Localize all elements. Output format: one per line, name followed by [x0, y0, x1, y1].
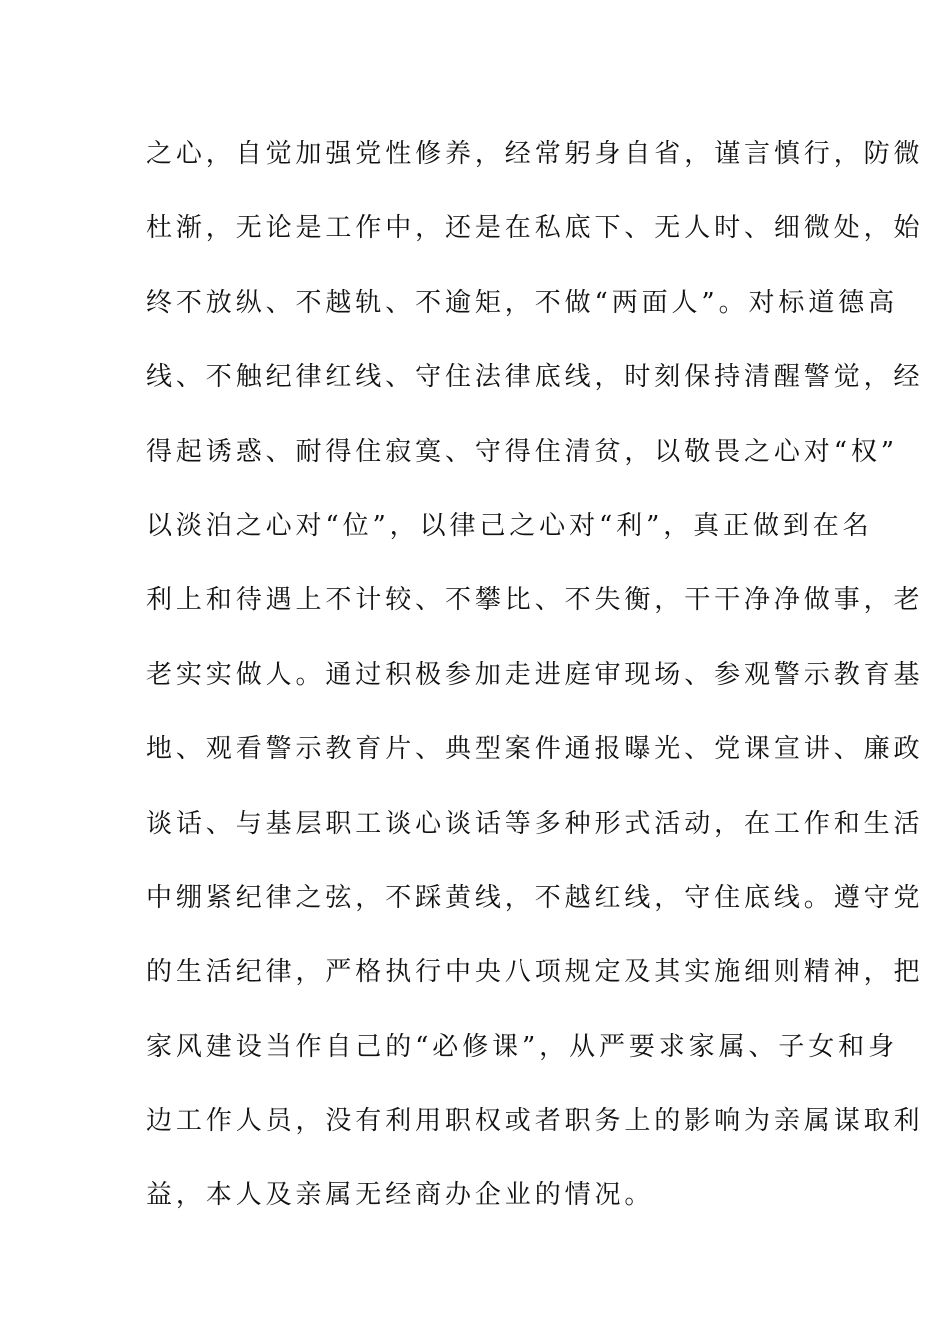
text-line-4: 线、不触纪律红线、守住法律底线，时刻保持清醒警觉，经	[146, 362, 924, 393]
text-line-14: 边工作人员，没有利用职权或者职务上的影响为亲属谋取利	[146, 1106, 924, 1137]
text-line-11: 中绷紧纪律之弦，不踩黄线，不越红线，守住底线。遵守党	[146, 882, 924, 913]
text-line-2: 杜渐，无论是工作中，还是在私底下、无人时、细微处，始	[146, 213, 924, 244]
text-line-8: 老实实做人。通过积极参加走进庭审现场、参观警示教育基	[146, 659, 924, 690]
text-line-10: 谈话、与基层职工谈心谈话等多种形式活动，在工作和生活	[146, 808, 924, 839]
text-line-12: 的生活纪律，严格执行中央八项规定及其实施细则精神，把	[146, 957, 924, 988]
text-line-15: 益，本人及亲属无经商办企业的情况。	[146, 1180, 655, 1211]
text-line-9: 地、观看警示教育片、典型案件通报曝光、党课宣讲、廉政	[146, 734, 924, 765]
text-line-7: 利上和待遇上不计较、不攀比、不失衡，干干净净做事，老	[146, 585, 924, 616]
text-line-13: 家风建设当作自己的“必修课”，从严要求家属、子女和身	[146, 1031, 898, 1062]
text-line-6: 以淡泊之心对“位”，以律己之心对“利”，真正做到在名	[146, 510, 873, 541]
text-line-5: 得起诱惑、耐得住寂寞、守得住清贫，以敬畏之心对“权”	[146, 436, 898, 467]
text-line-1: 之心，自觉加强党性修养，经常躬身自省，谨言慎行，防微	[146, 139, 924, 169]
text-line-3: 终不放纵、不越轨、不逾矩，不做“两面人”。对标道德高	[146, 287, 898, 318]
body-paragraph	[146, 128, 924, 1244]
